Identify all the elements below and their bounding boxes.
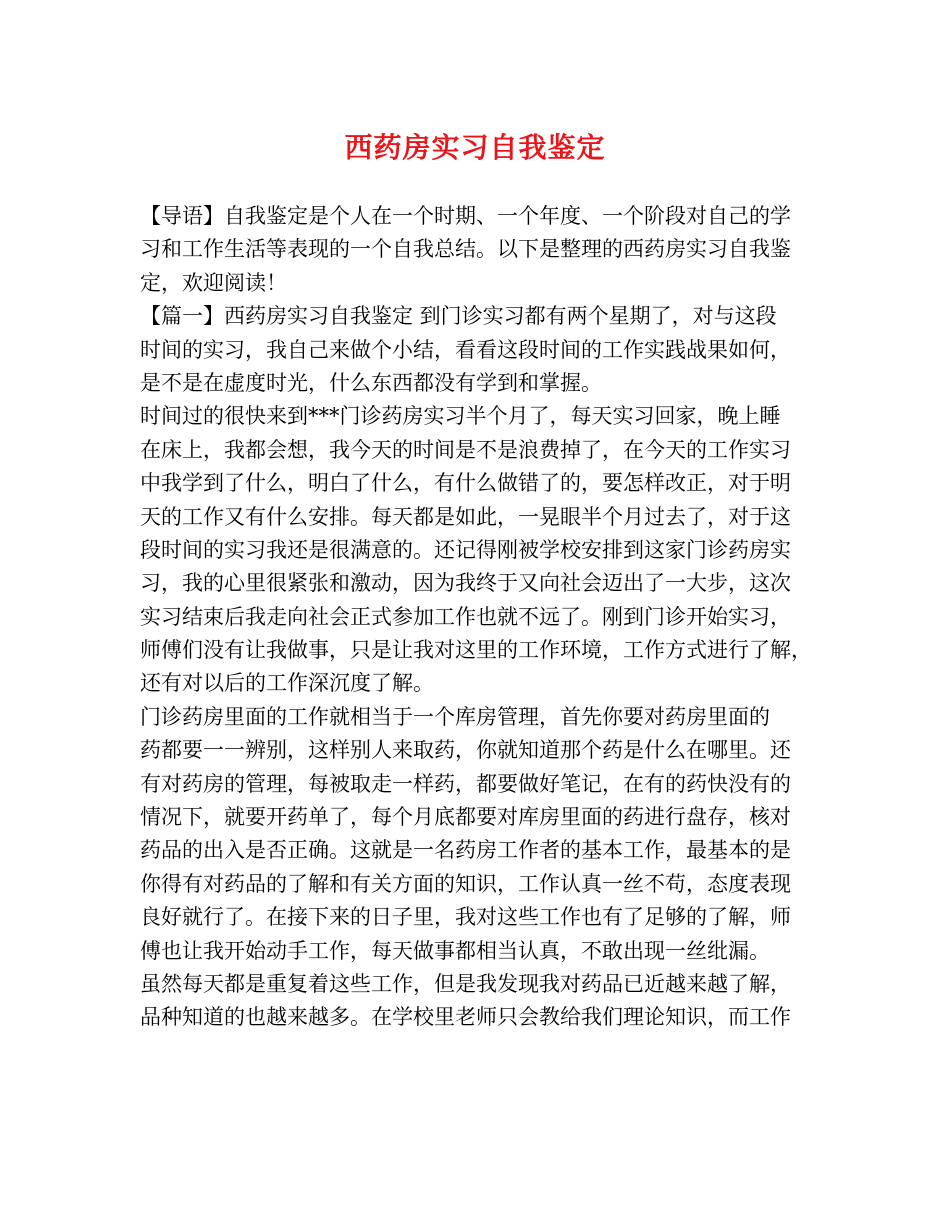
text-line: 【导语】自我鉴定是个人在一个时期、一个年度、一个阶段对自己的学 [140, 204, 791, 228]
text-line: 【篇一】西药房实习自我鉴定 到门诊实习都有两个星期了，对与这段 [140, 304, 777, 329]
text-line: 药都要一一辨别，这样别人来取药，你就知道那个药是什么在哪里。还 [140, 738, 791, 763]
text-line: 在床上，我都会想，我今天的时间是不是浪费掉了，在今天的工作实习 [140, 437, 791, 462]
text-line: 傅也让我开始动手工作，每天做事都相当认真，不敢出现一丝纰漏。 [140, 938, 770, 963]
document-body [140, 200, 830, 1035]
text-line: 时间的实习，我自己来做个小结，看看这段时间的工作实践战果如何， [140, 337, 791, 362]
text-line: 门诊药房里面的工作就相当于一个库房管理，首先你要对药房里面的 [140, 704, 770, 729]
text-line: 虽然每天都是重复着这些工作，但是我发现我对药品已近越来越了解， [140, 971, 791, 996]
text-line: 段时间的实习我还是很满意的。还记得刚被学校安排到这家门诊药房实 [140, 537, 791, 562]
text-line: 有对药房的管理，每被取走一样药，都要做好笔记，在有的药快没有的 [140, 771, 791, 796]
text-line: 时间过的很快来到***门诊药房实习半个月了，每天实习回家，晚上睡 [140, 404, 781, 429]
text-line: 良好就行了。在接下来的日子里，我对这些工作也有了足够的了解，师 [140, 905, 791, 930]
text-line: 天的工作又有什么安排。每天都是如此，一晃眼半个月过去了，对于这 [140, 504, 791, 529]
text-line: 习和工作生活等表现的一个自我总结。以下是整理的西药房实习自我鉴 [140, 237, 791, 262]
text-line: 定，欢迎阅读！ [140, 270, 287, 295]
text-line: 实习结束后我走向社会正式参加工作也就不远了。刚到门诊开始实习， [140, 604, 791, 629]
text-line: 你得有对药品的了解和有关方面的知识，工作认真一丝不苟，态度表现 [140, 871, 791, 896]
text-line: 是不是在虚度时光，什么东西都没有学到和掌握。 [140, 370, 602, 395]
document-title: 西药房实习自我鉴定 [344, 131, 606, 164]
text-line: 还有对以后的工作深沉度了解。 [140, 671, 434, 696]
text-line: 品种知道的也越来越多。在学校里老师只会教给我们理论知识，而工作 [140, 1005, 791, 1030]
text-line: 中我学到了什么，明白了什么，有什么做错了的，要怎样改正，对于明 [140, 471, 791, 496]
text-line: 情况下，就要开药单了，每个月底都要对库房里面的药进行盘存，核对 [140, 805, 791, 830]
text-line: 药品的出入是否正确。这就是一名药房工作者的基本工作，最基本的是 [140, 838, 791, 863]
text-line: 师傅们没有让我做事，只是让我对这里的工作环境，工作方式进行了解， [140, 638, 812, 663]
text-line: 习，我的心里很紧张和激动，因为我终于又向社会迈出了一大步，这次 [140, 571, 791, 596]
